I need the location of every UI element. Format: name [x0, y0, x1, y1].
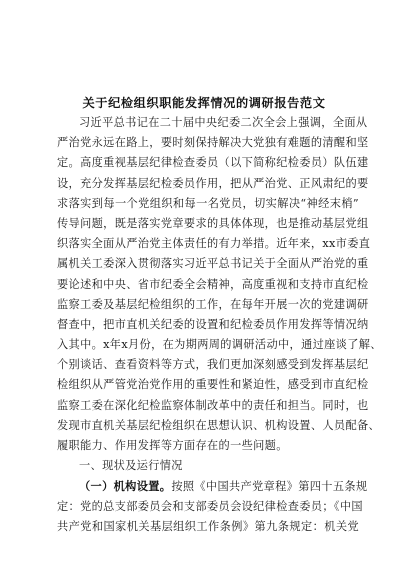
paragraph-line: 求落实到每一个党组织和每一名党员，切实解决“神经末梢”	[57, 196, 359, 210]
paragraph-line: 传导问题，既是落实党章要求的具体体现，也是推动基层党组	[57, 216, 369, 230]
paragraph-line: 入其中。x年x月份，在为期两周的调研活动中，通过座谈了解、	[57, 338, 382, 352]
subsection-first-line	[57, 476, 368, 496]
document-body	[57, 113, 382, 537]
paragraph-line: 习近平总书记在二十届中央纪委二次全会上强调，全面从	[79, 116, 368, 129]
subsection-heading: （一）机构设置。	[79, 479, 172, 494]
paragraph-line: 检组织从严管党治党作用的重要性和紧迫性，感受到市直纪检	[57, 378, 369, 392]
paragraph-line: 个别谈话、查看资料等方式，我们更加深刻感受到发挥基层纪	[57, 358, 369, 372]
paragraph-line: 要论述和中央、省市纪委全会精神，高度重视和支持市直纪检	[57, 277, 369, 291]
paragraph-line: 严治党永远在路上，要时刻保持解决大党独有难题的清醒和坚	[57, 136, 369, 150]
document-title: 关于纪检组织职能发挥情况的调研报告范文	[82, 96, 326, 110]
paragraph-line: 履职能力、作用发挥等方面存在的一些问题。	[57, 439, 288, 452]
paragraph-line: 定。高度重视基层纪律检查委员（以下简称纪检委员）队伍建	[57, 156, 369, 170]
section-heading: 一、现状及运行情况	[79, 459, 183, 473]
paragraph-line: 织落实全面从严治党主体责任的有力举措。近年来，xx市委直	[57, 237, 371, 251]
paragraph-line: 督查中，把市直机关纪委的设置和纪检委员作用发挥等情况纳	[57, 317, 369, 331]
paragraph-line: 发现市直机关基层纪检组织在思想认识、机构设置、人员配备、	[57, 418, 381, 432]
subsection-text: 按照《中国共产党章程》第四十五条规	[171, 480, 368, 494]
paragraph-line: 共产党和国家机关基层组织工作条例》第九条规定：机关党	[57, 519, 359, 533]
paragraph-line: 监察工委在深化纪检监察体制改革中的责任和担当。同时，也	[57, 398, 369, 412]
paragraph-line: 监察工委及基层纪检组织的工作，在每年开展一次的党建调研	[57, 297, 369, 311]
paragraph-line: 定：党的总支部委员会和支部委员会设纪律检查委员；《中国	[57, 499, 363, 513]
paragraph-line: 设，充分发挥基层纪检委员作用，把从严治党、正风肃纪的要	[57, 176, 369, 190]
paragraph-line: 属机关工委深入贯彻落实习近平总书记关于全面从严治党的重	[57, 257, 369, 271]
